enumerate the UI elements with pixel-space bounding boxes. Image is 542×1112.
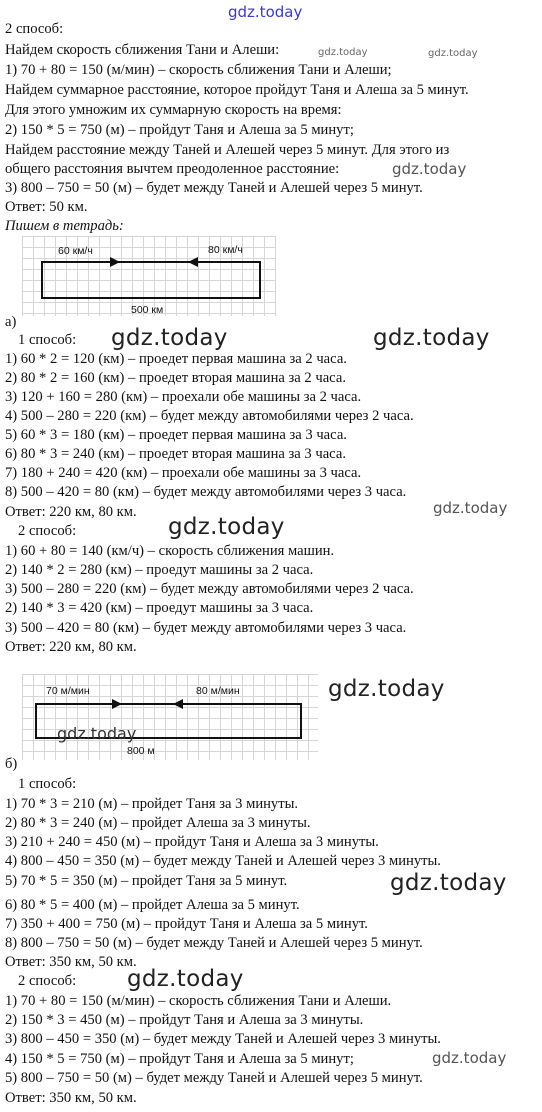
text-line: 6) 80 * 5 = 400 (м) – пройдет Алеша за 5 минут. (5, 897, 300, 913)
text-line: 2) 80 * 3 = 240 (м) – пройдет Алеша за 3 минуты. (5, 815, 311, 831)
watermark-logo-top: gdz.today (228, 3, 303, 21)
section-b-method1-heading: 1 способ: (18, 776, 77, 792)
text-line: 5) 60 * 3 = 180 (км) – проедет первая машина за 3 часа. (5, 427, 347, 443)
text-line: 4) 150 * 5 = 750 (м) – пройдут Таня и Алеша за 5 минут; (5, 1051, 354, 1067)
text-line: 2) 80 * 2 = 160 (км) – проедет вторая машина за 2 часа. (5, 370, 346, 386)
text-line: 1) 70 + 80 = 150 (м/мин) – скорость сближения Тани и Алеши. (5, 993, 392, 1009)
answer-line: Ответ: 350 км, 50 км. (5, 1090, 137, 1106)
text-line: 1) 60 * 2 = 120 (км) – проедет первая машина за 2 часа. (5, 351, 347, 367)
diagram-a-right-speed: 80 км/ч (208, 244, 243, 256)
text-line: 3) 800 – 450 = 350 (м) – будет между Таней и Алешей через 3 минуты. (5, 1031, 441, 1047)
diagram-b-left-speed: 70 м/мин (46, 685, 90, 697)
text-line: Найдем расстояние между Таней и Алешей через 5 минут. Для этого из (5, 142, 450, 158)
text-line: 3) 120 + 160 = 280 (км) – проехали обе машины за 2 часа. (5, 389, 362, 405)
text-line: 1) 60 + 80 = 140 (км/ч) – скорость сближения машин. (5, 543, 335, 559)
watermark-logo: gdz.today (432, 1049, 507, 1067)
text-line: 3) 210 + 240 = 450 (м) – пройдут Таня и Алеша за 3 минуты. (5, 834, 379, 850)
text-line: 2) 150 * 5 = 750 (м) – пройдут Таня и Алеша за 5 минут; (5, 122, 354, 138)
text-line: 2) 140 * 2 = 280 (км) – проедут машины за 2 часа. (5, 562, 314, 578)
diagram-b-right-speed: 80 м/мин (196, 685, 240, 697)
text-line: Найдем суммарное расстояние, которое пройдут Таня и Алеша за 5 минут. (5, 82, 469, 98)
text-line: 6) 80 * 3 = 240 (км) – проедет вторая машина за 3 часа. (5, 446, 346, 462)
diagram-a-left-speed: 60 км/ч (58, 245, 93, 257)
answer-line: Ответ: 350 км, 50 км. (5, 954, 137, 970)
text-line: 2) 140 * 3 = 420 (км) – проедут машины за 3 часа. (5, 600, 314, 616)
text-line: 7) 180 + 240 = 420 (км) – проехали обе машины за 3 часа. (5, 465, 362, 481)
watermark-logo: gdz.today (57, 724, 137, 743)
section-b-method2-heading: 2 способ: (18, 973, 77, 989)
section-b-label: б) (5, 756, 18, 772)
notebook-label: Пишем в тетрадь: (5, 218, 124, 234)
diagram-b-distance: 800 м (127, 745, 155, 757)
text-line: общего расстояния вычтем преодоленное расстояние: (5, 161, 340, 177)
watermark-logo: gdz.today (392, 160, 467, 178)
text-line: Найдем скорость сближения Тани и Алеши: (5, 42, 280, 58)
section-a-method2-heading: 2 способ: (18, 523, 77, 539)
text-line: 7) 350 + 400 = 750 (м) – пройдут Таня и Алеша за 5 минут. (5, 916, 368, 932)
watermark-logo: gdz.today (127, 966, 244, 992)
watermark-logo: gdz.today (433, 499, 508, 517)
diagram-a-distance: 500 км (131, 304, 164, 316)
text-line: 5) 70 * 5 = 350 (м) – пройдет Таня за 5 минут. (5, 873, 288, 889)
text-line: 8) 800 – 750 = 50 (м) – будет между Таней и Алешей через 5 минут. (5, 935, 423, 951)
section-a-label: а) (5, 314, 17, 330)
answer-line: Ответ: 220 км, 80 км. (5, 504, 137, 520)
text-line: 1) 70 * 3 = 210 (м) – пройдет Таня за 3 минуты. (5, 796, 299, 812)
text-line: 5) 800 – 750 = 50 (м) – будет между Таней и Алешей через 5 минут. (5, 1070, 423, 1086)
watermark-logo: gdz.today (390, 870, 507, 896)
text-line: 4) 800 – 450 = 350 (м) – будет между Таней и Алешей через 3 минуты. (5, 853, 441, 869)
text-line: 4) 500 – 280 = 220 (км) – будет между автомобилями через 2 часа. (5, 408, 414, 424)
text-line: 3) 500 – 420 = 80 (км) – будет между автомобилями через 3 часа. (5, 620, 407, 636)
watermark-logo: gdz.today (318, 47, 368, 58)
text-line: 8) 500 – 420 = 80 (км) – будет между автомобилями через 3 часа. (5, 484, 407, 500)
text-line: 1) 70 + 80 = 150 (м/мин) – скорость сближения Тани и Алеши; (5, 62, 392, 78)
watermark-logo: gdz.today (168, 514, 285, 540)
section-a-method1-heading: 1 способ: (18, 332, 77, 348)
answer-line: Ответ: 220 км, 80 км. (5, 639, 137, 655)
watermark-logo: gdz.today (373, 325, 490, 351)
watermark-logo: gdz.today (328, 676, 445, 702)
text-line: Для этого умножим их суммарную скорость на время: (5, 102, 342, 118)
method2-heading: 2 способ: (5, 21, 64, 37)
text-line: 3) 800 – 750 = 50 (м) – будет между Таней и Алешей через 5 минут. (5, 180, 423, 196)
watermark-logo: gdz.today (111, 325, 228, 351)
watermark-logo: gdz.today (428, 48, 478, 59)
text-line: 3) 500 – 280 = 220 (км) – будет между автомобилями через 2 часа. (5, 581, 414, 597)
answer-line: Ответ: 50 км. (5, 199, 88, 215)
text-line: 2) 150 * 3 = 450 (м) – пройдут Таня и Алеша за 3 минуты. (5, 1012, 364, 1028)
